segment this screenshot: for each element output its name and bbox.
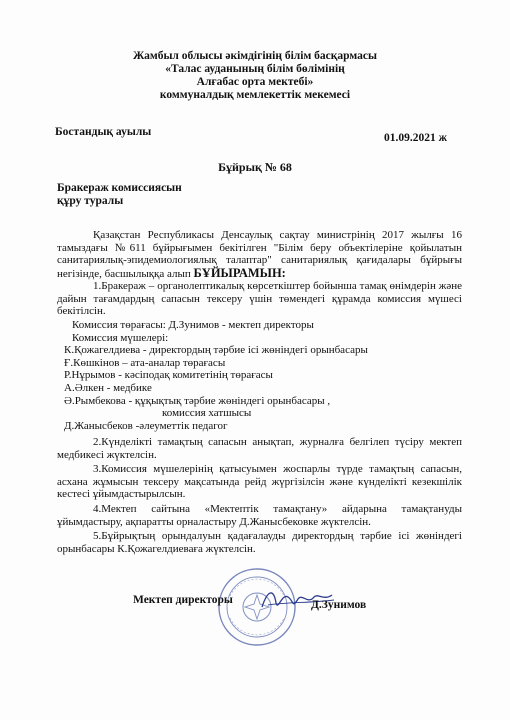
- member-row: Ғ.Көшкінов – ата-аналар төрағасы: [64, 356, 226, 369]
- item-4: 4.Мектеп сайтына «Мектептік тамақтану» айдарына тамақтануды ұйымдастыру, ақпаратты орналастыру Д.Жанысбековке жүктелсін.: [57, 503, 462, 528]
- subject-line-1: Бракераж комиссиясын: [57, 182, 182, 194]
- order-title: Бұйрық № 68: [218, 160, 292, 174]
- item-5: 5.Бұйрықтың орындалуын қадағалауды директордың тәрбие ісі жөніндегі орынбасары К.Қожагелдиеваға жүктелсін.: [57, 530, 462, 555]
- header-line-4: коммуналдық мемлекеттік мекемесі: [159, 89, 351, 101]
- commission-chair: Комиссия төрағасы: Д.Зунимов - мектеп директоры: [72, 319, 314, 331]
- signature-name: Д.Зунимов: [311, 599, 367, 611]
- member-row: К.Қожагелдиева - директордың тәрбие ісі жөніндегі орынбасары: [64, 344, 368, 357]
- subject-line-2: құру туралы: [57, 195, 124, 207]
- header-line-3: Алғабас орта мектебі»: [196, 76, 314, 88]
- order-word: БҰЙЫРАМЫН:: [193, 265, 286, 280]
- signature-role: Мектеп директоры: [133, 594, 233, 606]
- header-line-2: «Талас ауданының білім бөлімінің: [165, 63, 345, 75]
- member-row: Д.Жанысбеков -әлеуметтік педагог: [64, 419, 228, 432]
- member-row: А.Әлкен - медбике: [64, 381, 152, 394]
- member-row-continued: комиссия хатшысы: [162, 407, 252, 420]
- item-3: 3.Комиссия мүшелерінің қатысуымен жоспарлы түрде тамақтың сапасын, асхана жұмысын тексеру мақсатында рейд жүргізілсін және күнделікті кезекшілік кестесі ұйымдастырылсын.: [57, 463, 462, 501]
- commission-members-label: Комиссия мүшелері:: [72, 331, 169, 344]
- item-2: 2.Күнделікті тамақтың сапасын анықтап, журналға белгілеп түсіру мектеп медбикесі жүктелсін.: [57, 436, 462, 461]
- member-row: Ә.Рымбекова - құқықтық тәрбие жөніндегі орынбасары ,: [64, 394, 331, 407]
- member-row: Р.Нұрымов - кәсіподақ комитетінің төрағасы: [64, 369, 273, 382]
- commission-block: [64, 319, 477, 432]
- preamble-text: Қазақстан Республикасы Денсаулық сақтау министрінің 2017 жылғы 16 тамыздағы №611 бұйрығымен бекітілген "Білім беру объектілеріне қойылатын санитариялық-эпидемиологиялық талаптар" санитариялық қағидалары бұйрығы негізінде, басшылыққа алып: [57, 229, 462, 280]
- item-1: 1.Бракераж – органолептикалық көрсеткіштер бойынша тамақ өнімдерін және дайын тағамдардың сапасын тексеру үшін төмендегі құрамда комиссия мүшесі бекітілсін.: [57, 280, 462, 318]
- preamble-paragraph: [57, 229, 462, 280]
- header-line-1: Жамбыл облысы әкімдігінің білім басқармасы: [133, 50, 377, 62]
- order-date: 01.09.2021 ж: [384, 132, 447, 144]
- place-name: Бостандық ауылы: [55, 126, 152, 138]
